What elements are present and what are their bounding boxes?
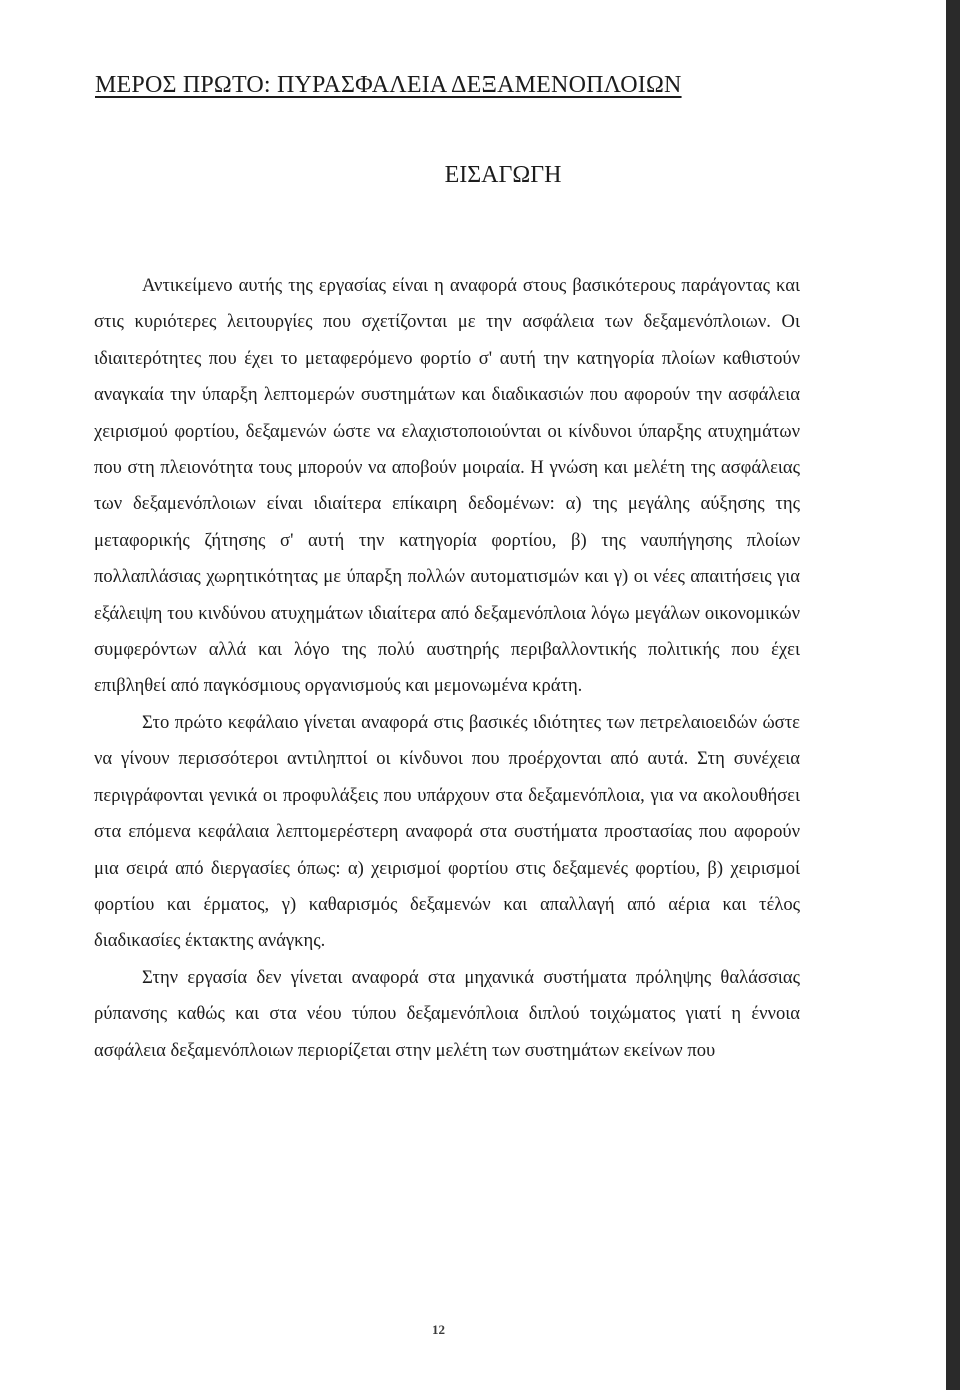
section-title-text: ΕΙΣΑΓΩΓΗ bbox=[444, 162, 562, 188]
page-number: 12 bbox=[432, 1322, 445, 1337]
part-title: ΜΕΡΟΣ ΠΡΩΤΟ: ΠΥΡΑΣΦΑΛΕΙΑ ΔΕΞΑΜΕΝΟΠΛΟΙΩΝ bbox=[95, 72, 682, 98]
paragraph-2: Στο πρώτο κεφάλαιο γίνεται αναφορά στις βασικές ιδιότητες των πετρελαιοειδών ώστε να γίνουν περισσότεροι αντιληπτοί οι κίνδυνοι που προέρχονται από αυτά. Στη συνέχεια περιγράφονται γενικά οι προφυλάξεις που υπάρχουν στα δεξαμενόπλοια, για να ακολουθήσει στα επόμενα κεφάλαια λεπτομερέστερη αναφορά στα συστήματα προστασίας που αφορούν μια σειρά από διεργασίες όπως: α) χειρισμοί φορτίου στις δεξαμενές φορτίου, β) χειρισμοί φορτίου και έρματος, γ) καθαρισμός δεξαμενών και απαλλαγή από αέρια και τέλος διαδικασίες έκτακτης ανάγκης. bbox=[94, 711, 800, 952]
scan-edge-border bbox=[946, 0, 960, 1390]
paragraph-1: Αντικείμενο αυτής της εργασίας είναι η αναφορά στους βασικότερους παράγοντας και στις κυριότερες λειτουργίες που σχετίζονται με την ασφάλεια των δεξαμενόπλοιων. Οι ιδιαιτερότητες που έχει το μεταφερόμενο φορτίο σ' αυτή την κατηγορία πλοίων καθιστούν αναγκαία την ύπαρξη λεπτομερών συστημάτων και διαδικασιών που αφορούν την ασφάλεια χειρισμού φορτίου, δεξαμενών ώστε να ελαχιστοποιούνται οι κίνδυνοι ύπαρξης ατυχημάτων που στη πλειονότητα τους μπορούν να αποβούν μοιραία. Η γνώση και μελέτη της ασφάλειας των δεξαμενόπλοιων είναι ιδιαίτερα επίκαιρη δεδομένων: α) της μεγάλης αύξησης της μεταφορικής ζήτησης σ' αυτή την κατηγορία φορτίου, β) της ναυπήγησης πλοίων πολλαπλάσιας χωρητικότητας με ύπαρξη πολλών αυτοματισμών και γ) οι νέες απαιτήσεις για εξάλειψη του κινδύνου ατυχημάτων ιδιαίτερα από δεξαμενόπλοια λόγω μεγάλων οικονομικών συμφερόντων αλλά και λόγο της πολύ αυστηρής περιβαλλοντικής πολιτικής που έχει επιβληθεί από παγκόσμιους οργανισμούς και μεμονωμένα κράτη. bbox=[94, 275, 800, 697]
paragraph-3: Στην εργασία δεν γίνεται αναφορά στα μηχανικά συστήματα πρόληψης θαλάσσιας ρύπανσης καθώς και στα νέου τύπου δεξαμενόπλοια διπλού τοιχώματος γιατί η έννοια ασφάλεια δεξαμενόπλοιων περιορίζεται στην μελέτη των συστημάτων εκείνων που bbox=[94, 966, 800, 1061]
section-title bbox=[0, 162, 946, 189]
body-text bbox=[94, 268, 800, 1069]
